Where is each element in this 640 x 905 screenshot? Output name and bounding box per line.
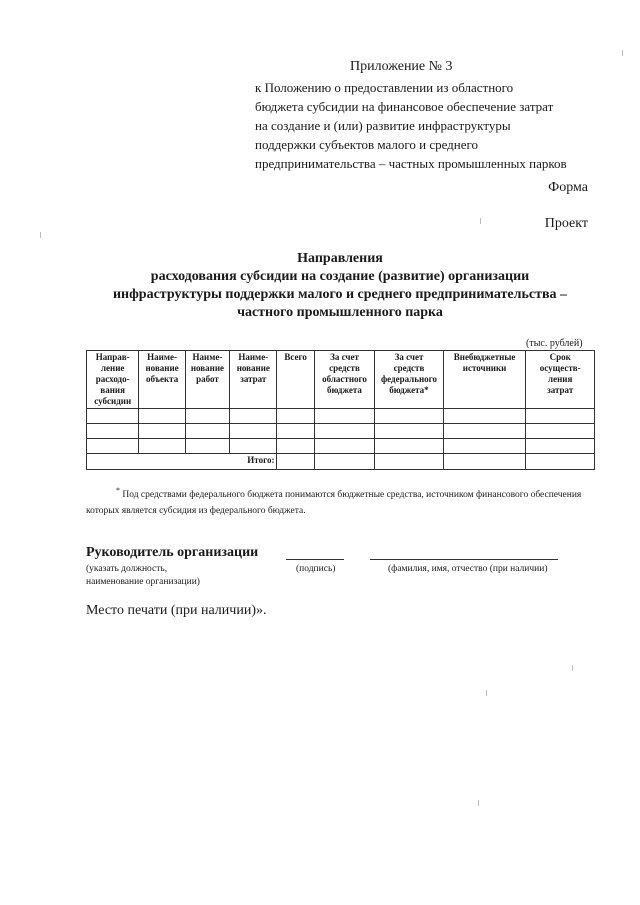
table-cell — [443, 409, 526, 424]
table-cell — [87, 424, 139, 439]
name-hint: (фамилия, имя, отчество (при наличии) — [388, 564, 548, 574]
title-line: инфраструктуры поддержки малого и среднего предпринимательства – — [112, 287, 568, 302]
document-title — [60, 250, 620, 322]
scan-speck — [480, 218, 481, 224]
position-hint: (указать должность, наименование организации) — [86, 564, 200, 587]
table-header-row — [87, 351, 595, 409]
form-label: Форма — [548, 180, 588, 195]
table-cell — [443, 424, 526, 439]
table-cell — [314, 409, 374, 424]
footnote-text: Под средствами федерального бюджета понимаются бюджетные средства, источником финансового обеспечения которых является субсидия из федерального бюджета. — [86, 490, 582, 517]
table-cell — [314, 424, 374, 439]
table-cell — [277, 439, 314, 454]
scan-speck — [478, 800, 479, 806]
table-cell — [185, 424, 229, 439]
table-cell — [139, 424, 185, 439]
signature-title: Руководитель организации — [86, 545, 259, 560]
footnote — [86, 483, 596, 519]
table-cell — [375, 454, 444, 470]
column-header: Всего — [277, 351, 314, 409]
signature-hint: (подпись) — [296, 564, 336, 574]
title-line: Направления — [297, 251, 383, 266]
column-header: Направ- ление расходо- вания субсидии — [87, 351, 139, 409]
scan-speck — [622, 50, 623, 56]
column-header: Внебюджетные источники — [443, 351, 526, 409]
table-cell — [277, 409, 314, 424]
table-cell — [443, 454, 526, 470]
table-row — [87, 409, 595, 424]
table-total-row — [87, 454, 595, 470]
appendix-line: бюджета субсидии на финансовое обеспечение затрат — [255, 99, 554, 114]
table-cell — [185, 439, 229, 454]
column-header: Наиме- нование затрат — [230, 351, 277, 409]
table-row — [87, 439, 595, 454]
table-cell — [526, 424, 595, 439]
column-header: Наиме- нование работ — [185, 351, 229, 409]
title-line: частного промышленного парка — [237, 305, 443, 320]
scan-speck — [486, 690, 487, 696]
column-header: Наиме- нование объекта — [139, 351, 185, 409]
table-cell — [526, 454, 595, 470]
column-header: Срок осуществ- ления затрат — [526, 351, 595, 409]
appendix-line: поддержки субъектов малого и среднего — [255, 137, 479, 152]
appendix-title: Приложение № 3 — [350, 59, 453, 74]
title-line: расходования субсидии на создание (развитие) организации — [150, 269, 530, 284]
table-cell — [443, 439, 526, 454]
appendix-line: на создание и (или) развитие инфраструктуры — [255, 118, 511, 133]
table-cell — [314, 439, 374, 454]
column-header: За счет средств областного бюджета — [314, 351, 374, 409]
table-cell — [87, 409, 139, 424]
table-cell — [375, 424, 444, 439]
table-cell — [87, 439, 139, 454]
scan-speck — [40, 232, 41, 238]
scan-speck — [572, 665, 573, 671]
appendix-line: предпринимательства – частных промышленных парков — [255, 156, 567, 171]
table-cell — [375, 409, 444, 424]
table-cell — [230, 439, 277, 454]
table-cell — [185, 409, 229, 424]
footnote-mark: * — [116, 486, 120, 495]
appendix-line: к Положению о предоставлении из областного — [255, 80, 514, 95]
table-cell — [526, 439, 595, 454]
table-cell — [230, 424, 277, 439]
units-label: (тыс. рублей) — [526, 338, 583, 349]
table-cell — [375, 439, 444, 454]
table-cell — [230, 409, 277, 424]
table-cell — [139, 439, 185, 454]
expenses-table — [86, 350, 595, 470]
total-label: Итого: — [87, 454, 277, 470]
table-cell — [526, 409, 595, 424]
column-header: За счет средств федерального бюджета* — [375, 351, 444, 409]
name-line — [370, 559, 558, 560]
table-cell — [139, 409, 185, 424]
table-cell — [277, 454, 314, 470]
appendix-description — [255, 78, 625, 173]
table-cell — [314, 454, 374, 470]
table-cell — [277, 424, 314, 439]
signature-line — [286, 559, 344, 560]
table-row — [87, 424, 595, 439]
draft-label: Проект — [544, 216, 588, 231]
stamp-place: Место печати (при наличии)». — [86, 603, 267, 618]
